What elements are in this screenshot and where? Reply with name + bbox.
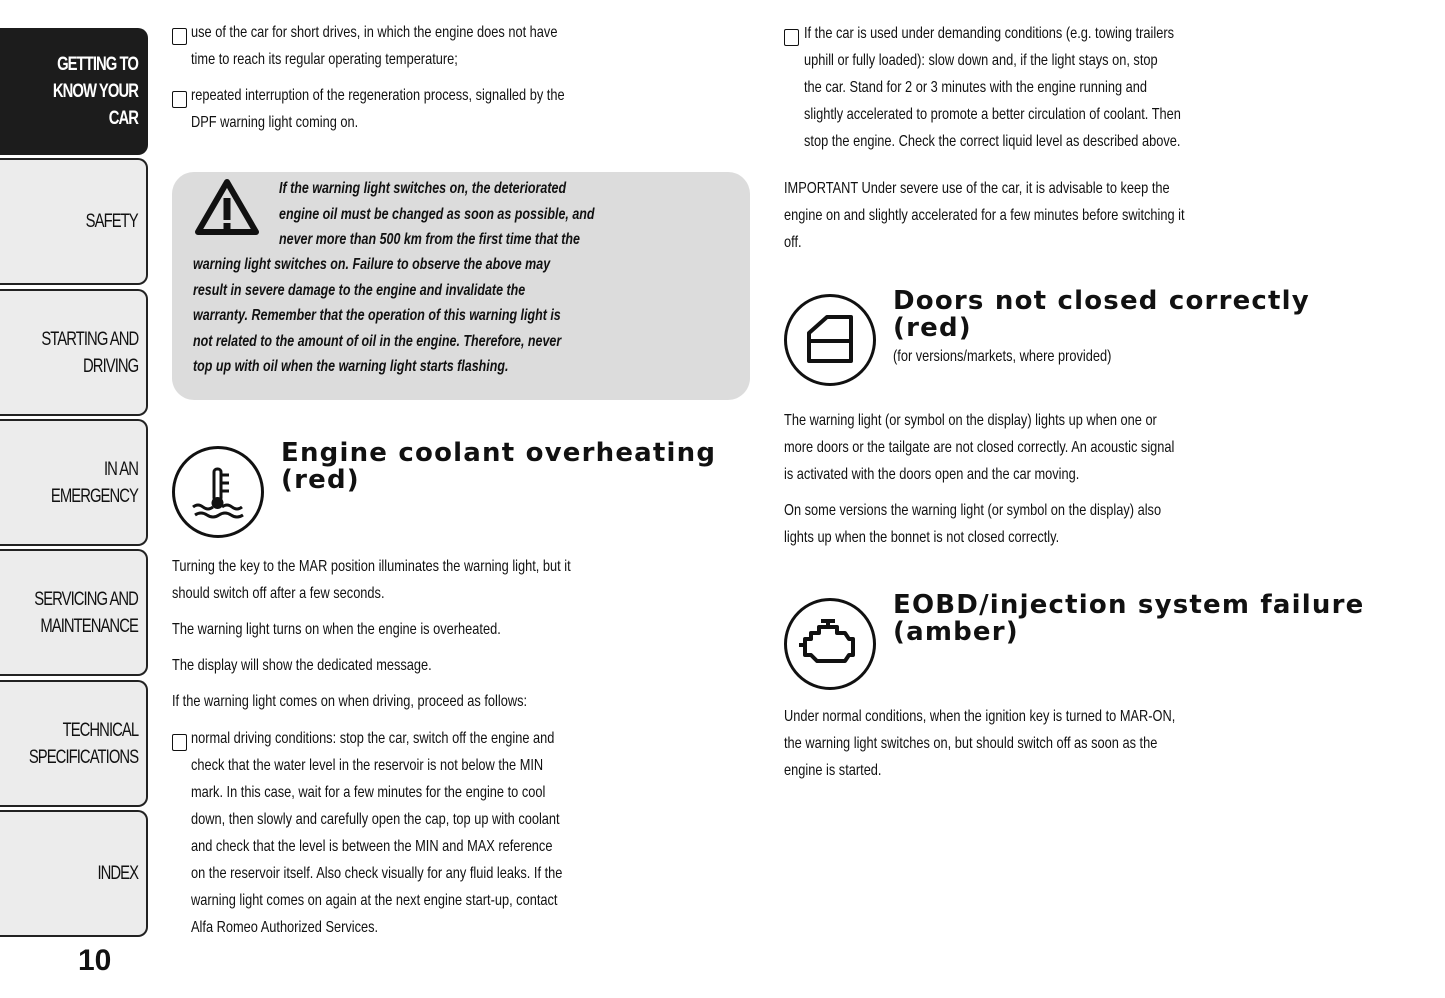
- text-line: The warning light (or symbol on the display) lights up when one or: [784, 412, 1157, 429]
- text-line: DPF warning light coming on.: [191, 114, 359, 131]
- text-line: Under normal conditions, when the ignition key is turned to MAR-ON,: [784, 708, 1176, 725]
- checkbox-bullet-icon: [172, 28, 187, 45]
- warning-text-line: never more than 500 km from the first time that the: [279, 231, 580, 248]
- tab-getting-to-know-your-car[interactable]: GETTING TO KNOW YOUR CAR: [0, 28, 148, 155]
- tab-servicing-and-maintenance[interactable]: SERVICING AND MAINTENANCE: [0, 549, 148, 676]
- doors-availability-note: (for versions/markets, where provided): [893, 348, 1112, 365]
- bullet-normal-driving: [172, 730, 655, 946]
- door-open-icon: [784, 294, 876, 386]
- eobd-para: [784, 708, 1273, 789]
- text-line: use of the car for short drives, in which the engine does not have: [191, 24, 558, 41]
- warning-text-line: If the warning light switches on, the deteriorated: [279, 180, 567, 197]
- text-line: is activated with the doors open and the car moving.: [784, 466, 1080, 483]
- text-line: normal driving conditions: stop the car, switch off the engine and: [191, 730, 555, 747]
- checkbox-bullet-icon: [172, 734, 187, 751]
- tab-starting-and-driving[interactable]: STARTING AND DRIVING: [0, 289, 148, 416]
- tab-index[interactable]: INDEX: [0, 810, 148, 937]
- text-line: on the reservoir itself. Also check visually for any fluid leaks. If the: [191, 865, 563, 882]
- text-line: mark. In this case, wait for a few minutes for the engine to cool: [191, 784, 546, 801]
- tab-safety[interactable]: SAFETY: [0, 158, 148, 285]
- text-line: the car. Stand for 2 or 3 minutes with the engine running and: [804, 79, 1147, 96]
- checkbox-bullet-icon: [172, 91, 187, 108]
- text-line: If the car is used under demanding conditions (e.g. towing trailers: [804, 25, 1174, 42]
- text-line: Turning the key to the MAR position illuminates the warning light, but it: [172, 558, 571, 575]
- text-line: repeated interruption of the regeneration process, signalled by the: [191, 87, 565, 104]
- coolant-temperature-icon: [172, 446, 264, 538]
- bullet-short-drives: [172, 24, 649, 78]
- warning-triangle-icon: [194, 178, 260, 236]
- important-note: [784, 180, 1285, 261]
- text-line: and check that the level is between the MIN and MAX reference: [191, 838, 553, 855]
- text-line: check that the water level in the reservoir is not below the MIN: [191, 757, 544, 774]
- engine-check-icon: [784, 598, 876, 690]
- warning-text-line: warranty. Remember that the operation of this warning light is: [193, 307, 561, 324]
- text-line: lights up when the bonnet is not closed correctly.: [784, 529, 1060, 546]
- coolant-para-2: The warning light turns on when the engine is overheated.: [172, 621, 501, 638]
- bullet-regeneration: [172, 87, 658, 141]
- coolant-para-3: The display will show the dedicated message.: [172, 657, 432, 674]
- chapter-sidebar: [0, 0, 152, 998]
- warning-text-line: result in severe damage to the engine and invalidate the: [193, 281, 526, 299]
- warning-text-line: warning light switches on. Failure to observe the above may: [193, 256, 551, 273]
- page-number: 10: [78, 944, 112, 977]
- warning-text-line: top up with oil when the warning light starts flashing.: [193, 358, 509, 375]
- text-line: time to reach its regular operating temperature;: [191, 51, 458, 68]
- tab-in-an-emergency[interactable]: IN AN EMERGENCY: [0, 419, 148, 546]
- eobd-heading: EOBD/injection system failure (amber): [893, 590, 1365, 647]
- text-line: off.: [784, 234, 802, 251]
- doors-heading: Doors not closed correctly (red): [893, 286, 1310, 343]
- text-line: down, then slowly and carefully open the cap, top up with coolant: [191, 811, 560, 828]
- text-line: IMPORTANT Under severe use of the car, it is advisable to keep the: [784, 180, 1170, 197]
- bullet-demanding-conditions: [784, 25, 1275, 160]
- warning-text-line: not related to the amount of oil in the engine. Therefore, never: [193, 332, 562, 350]
- text-line: On some versions the warning light (or symbol on the display) also: [784, 502, 1162, 519]
- warning-text-line: engine oil must be changed as soon as possible, and: [279, 205, 595, 223]
- text-line: uphill or fully loaded): slow down and, if the light stays on, stop: [804, 52, 1158, 69]
- doors-para-2: [784, 502, 1255, 556]
- doors-para-1: [784, 412, 1272, 493]
- coolant-para-1: [172, 558, 670, 612]
- text-line: engine on and slightly accelerated for a few minutes before switching it: [784, 207, 1185, 224]
- text-line: engine is started.: [784, 762, 882, 779]
- coolant-para-4: If the warning light comes on when driving, proceed as follows:: [172, 693, 528, 710]
- text-line: warning light comes on again at the next engine start-up, contact: [191, 892, 558, 909]
- text-line: Alfa Romeo Authorized Services.: [191, 919, 379, 936]
- tab-technical-specifications[interactable]: TECHNICAL SPECIFICATIONS: [0, 680, 148, 807]
- checkbox-bullet-icon: [784, 29, 799, 46]
- text-line: should switch off after a few seconds.: [172, 585, 385, 602]
- warning-box: [172, 172, 750, 400]
- text-line: the warning light switches on, but should switch off as soon as the: [784, 735, 1158, 752]
- text-line: slightly accelerated to promote a better circulation of coolant. Then: [804, 106, 1181, 123]
- text-line: stop the engine. Check the correct liquid level as described above.: [804, 133, 1181, 150]
- coolant-heading: Engine coolant overheating (red): [281, 438, 717, 495]
- text-line: more doors or the tailgate are not closed correctly. An acoustic signal: [784, 439, 1175, 456]
